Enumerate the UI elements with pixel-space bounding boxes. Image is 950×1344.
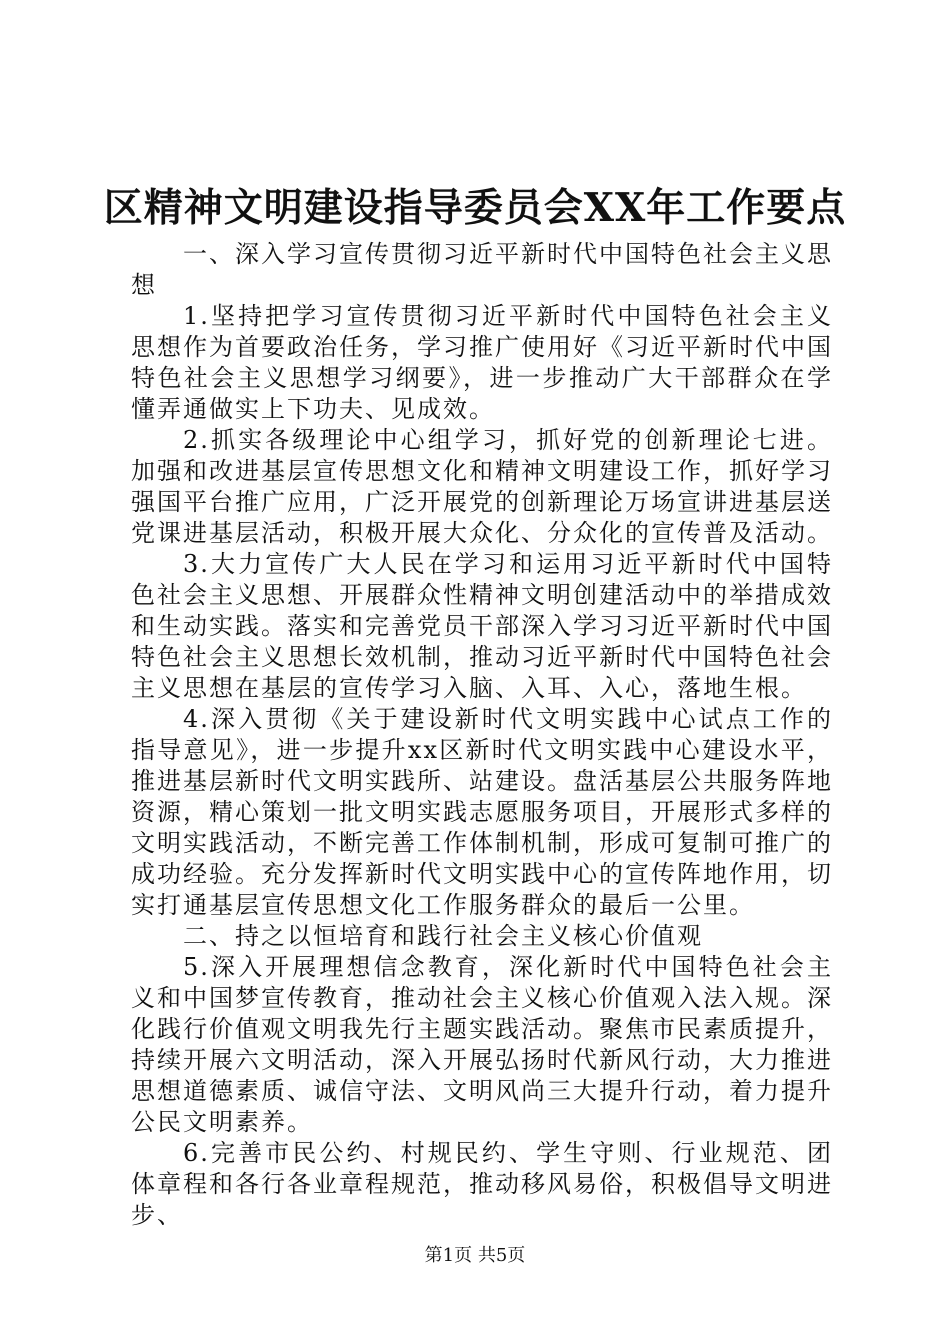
document-body	[131, 239, 833, 1231]
paragraph: 5.深入开展理想信念教育，深化新时代中国特色社会主义和中国梦宣传教育，推动社会主义核心价值观入法入规。深化践行价值观文明我先行主题实践活动。聚焦市民素质提升，持续开展六文明活动，深入开展弘扬时代新风行动，大力推进思想道德素质、诚信守法、文明风尚三大提升行动，着力提升公民文明素养。	[131, 953, 833, 1136]
paragraph: 4.深入贯彻《关于建设新时代文明实践中心试点工作的指导意见》，进一步提升xx区新时代文明实践中心建设水平，推进基层新时代文明实践所、站建设。盘活基层公共服务阵地资源，精心策划一批文明实践志愿服务项目，开展形式多样的文明实践活动，不断完善工作体制机制，形成可复制可推广的成功经验。充分发挥新时代文明实践中心的宣传阵地作用，切实打通基层宣传思想文化工作服务群众的最后一公里。	[131, 705, 833, 919]
document-title: 区精神文明建设指导委员会XX年工作要点	[103, 185, 847, 231]
section-heading: 一、深入学习宣传贯彻习近平新时代中国特色社会主义思想	[131, 240, 833, 299]
section-heading: 二、持之以恒培育和践行社会主义核心价值观	[183, 922, 703, 950]
paragraph: 1.坚持把学习宣传贯彻习近平新时代中国特色社会主义思想作为首要政治任务，学习推广使用好《习近平新时代中国特色社会主义思想学习纲要》，进一步推动广大干部群众在学懂弄通做实上下功夫、见成效。	[131, 302, 833, 423]
paragraph: 6.完善市民公约、村规民约、学生守则、行业规范、团体章程和各行各业章程规范，推动移风易俗，积极倡导文明进步、	[131, 1139, 833, 1229]
paragraph: 2.抓实各级理论中心组学习，抓好党的创新理论七进。加强和改进基层宣传思想文化和精神文明建设工作，抓好学习强国平台推广应用，广泛开展党的创新理论万场宣讲进基层送党课进基层活动，积极开展大众化、分众化的宣传普及活动。	[131, 426, 833, 547]
page-footer: 第1页 共5页	[424, 1245, 526, 1266]
paragraph: 3.大力宣传广大人民在学习和运用习近平新时代中国特色社会主义思想、开展群众性精神文明创建活动中的举措成效和生动实践。落实和完善党员干部深入学习习近平新时代中国特色社会主义思想长效机制，推动习近平新时代中国特色社会主义思想在基层的宣传学习入脑、入耳、入心，落地生根。	[131, 550, 833, 702]
